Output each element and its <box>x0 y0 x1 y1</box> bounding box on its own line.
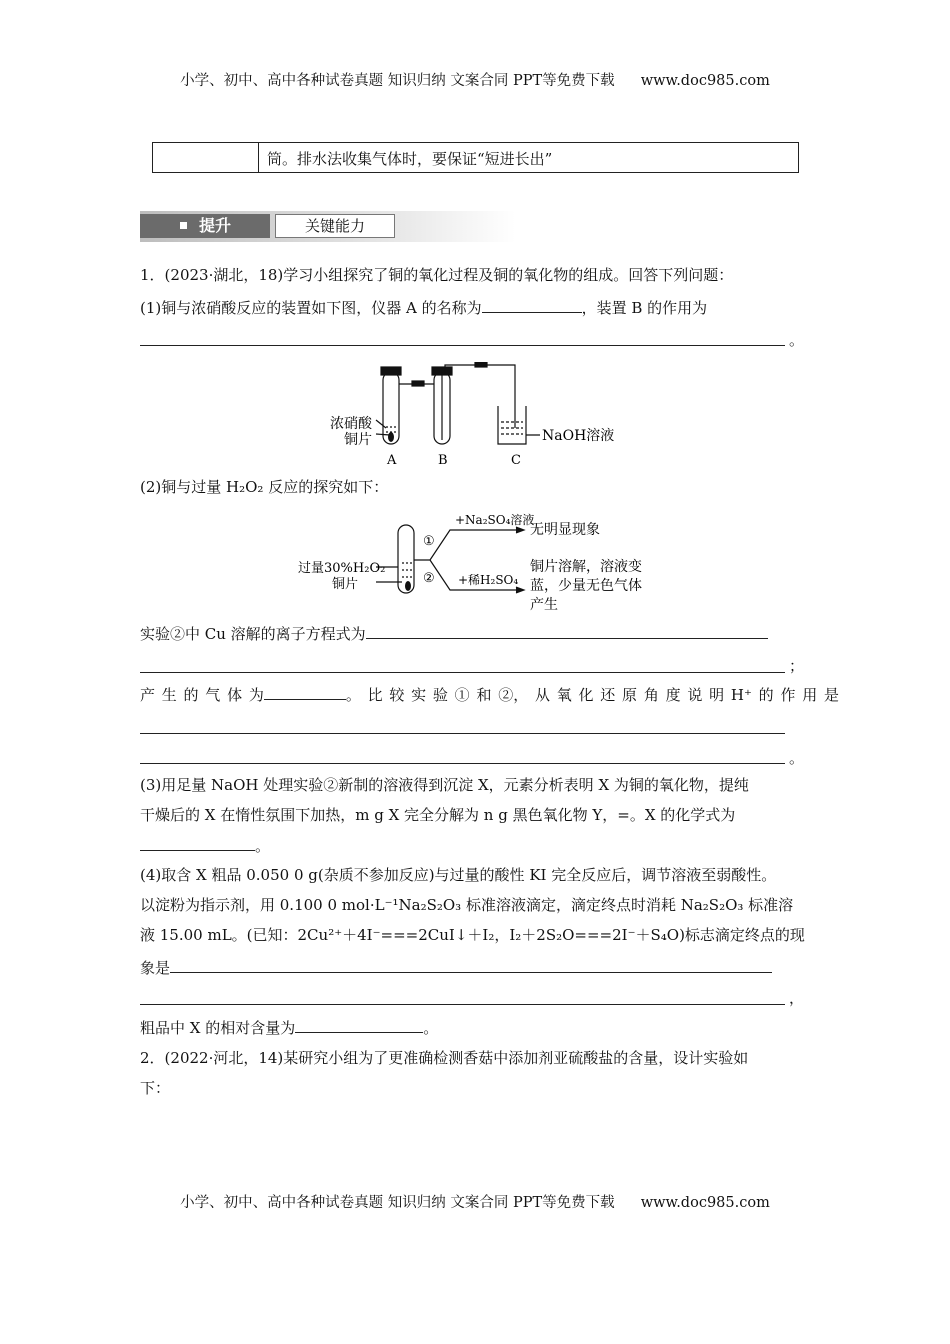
q1-part2-q1 <box>140 623 768 644</box>
label-naoh: NaOH溶液 <box>542 428 615 444</box>
page-header <box>0 69 950 90</box>
q1-part4-e <box>140 1017 438 1038</box>
q1-part3-answer <box>140 835 270 856</box>
table-cell: 筒。排水法收集气体时，要保证“短进长出” <box>267 150 553 168</box>
label-B: B <box>438 453 448 468</box>
period: 。 <box>423 1019 439 1037</box>
square-icon <box>180 222 187 229</box>
answer-blank[interactable] <box>170 957 772 973</box>
label-C: C <box>511 453 521 468</box>
label-add-na2so4: +Na₂SO₄溶液 <box>455 513 535 527</box>
q1-part4-e-text: 粗品中 X 的相对含量为 <box>140 1019 296 1037</box>
answer-blank[interactable] <box>295 1017 423 1033</box>
q2-stem-b: 下： <box>140 1079 171 1097</box>
answer-blank[interactable] <box>366 623 768 639</box>
answer-blank[interactable] <box>482 297 582 313</box>
experiment-figure <box>290 500 680 615</box>
answer-blank[interactable] <box>140 835 255 851</box>
q1-stem: 1．(2023·湖北，18)学习小组探究了铜的氧化过程及铜的氧化物的组成。回答下列问题： <box>140 266 734 284</box>
q1-part3-a: (3)用足量 NaOH 处理实验②新制的溶液得到沉淀 X，元素分析表明 X 为铜的氧化物，提纯 <box>140 776 749 794</box>
answer-line[interactable] <box>140 672 785 673</box>
q1-part4-b: 以淀粉为指示剂，用 0.100 0 mol·L⁻¹Na₂S₂O₃ 标准溶液滴定，滴定终点时消耗 Na₂S₂O₃ 标准溶 <box>140 896 794 914</box>
label-h2o2: 过量30%H₂O₂ <box>298 561 386 576</box>
q1-part2: (2)铜与过量 H₂O₂ 反应的探究如下： <box>140 478 389 496</box>
section-tag-text: 提升 <box>199 216 232 235</box>
q1-part3-b: 干燥后的 X 在惰性氛围下加热，m g X 完全分解为 n g 黑色氧化物 Y，=。X 的化学式为 <box>140 806 736 824</box>
label-circle-2: ② <box>423 571 435 586</box>
q1-part4-a: (4)取含 X 粗品 0.050 0 g(杂质不参加反应)与过量的酸性 KI 完全反应后，调节溶液至弱酸性。 <box>140 866 777 884</box>
q1-part2-q2 <box>140 684 839 705</box>
label-acid: 浓硝酸 <box>330 416 372 432</box>
page-footer <box>0 1191 950 1212</box>
header-text: 小学、初中、高中各种试卷真题 知识归纳 文案合同 PPT等免费下载 <box>180 73 615 89</box>
section-banner <box>140 211 516 242</box>
label-add-h2so4: +稀H₂SO₄ <box>458 573 519 587</box>
period: 。 <box>789 749 805 767</box>
result-2a: 铜片溶解，溶液变 <box>530 559 642 575</box>
label-A: A <box>387 453 397 468</box>
q1-part2-q1-text: 实验②中 Cu 溶解的离子方程式为 <box>140 625 366 643</box>
header-site: www.doc985.com <box>640 73 770 89</box>
result-2b: 蓝，少量无色气体 <box>530 578 642 594</box>
q1-part2-q2-text: 产 生 的 气 体 为 <box>140 686 264 704</box>
q1-part1-text-b: ，装置 B 的作用为 <box>581 299 708 317</box>
answer-blank[interactable] <box>264 684 346 700</box>
comma: ， <box>789 989 805 1007</box>
label-circle-1: ① <box>423 534 435 549</box>
answer-line[interactable] <box>140 1004 785 1005</box>
q2-stem-a: 2．(2022·河北，14)某研究小组为了更准确检测香菇中添加剂亚硫酸盐的含量，设计实验如 <box>140 1049 749 1067</box>
q1-part1-text: (1)铜与浓硝酸反应的装置如下图，仪器 A 的名称为 <box>140 299 482 317</box>
answer-line[interactable] <box>140 345 785 346</box>
q1-part4-d <box>140 957 772 978</box>
result-1: 无明显现象 <box>530 522 600 538</box>
section-label: 关键能力 <box>275 214 395 238</box>
footer-site: www.doc985.com <box>640 1195 770 1211</box>
semicolon: ； <box>789 657 805 675</box>
q1-part4-c: 液 15.00 mL。(已知：2Cu²⁺＋4I⁻===2CuI↓＋I₂，I₂＋2S₂O===2I⁻＋S₄O)标志滴定终点的现 <box>140 926 805 944</box>
label-copper2: 铜片 <box>332 577 359 592</box>
footer-text: 小学、初中、高中各种试卷真题 知识归纳 文案合同 PPT等免费下载 <box>180 1195 615 1211</box>
answer-line[interactable] <box>140 763 785 764</box>
answer-line[interactable] <box>140 733 785 734</box>
period: 。 <box>789 331 805 349</box>
q1-part1 <box>140 297 707 318</box>
q1-part4-d-text: 象是 <box>140 959 171 977</box>
label-copper: 铜片 <box>344 432 372 448</box>
table-fragment <box>152 142 799 173</box>
q1-part2-q2-text-b: 。 比 较 实 验 ① 和 ②， 从 氧 化 还 原 角 度 说 明 H⁺ 的 作 用 是 <box>345 686 839 704</box>
result-2c: 产生 <box>530 597 558 613</box>
section-tag <box>140 214 270 238</box>
apparatus-figure <box>320 362 640 472</box>
period: 。 <box>255 837 271 855</box>
